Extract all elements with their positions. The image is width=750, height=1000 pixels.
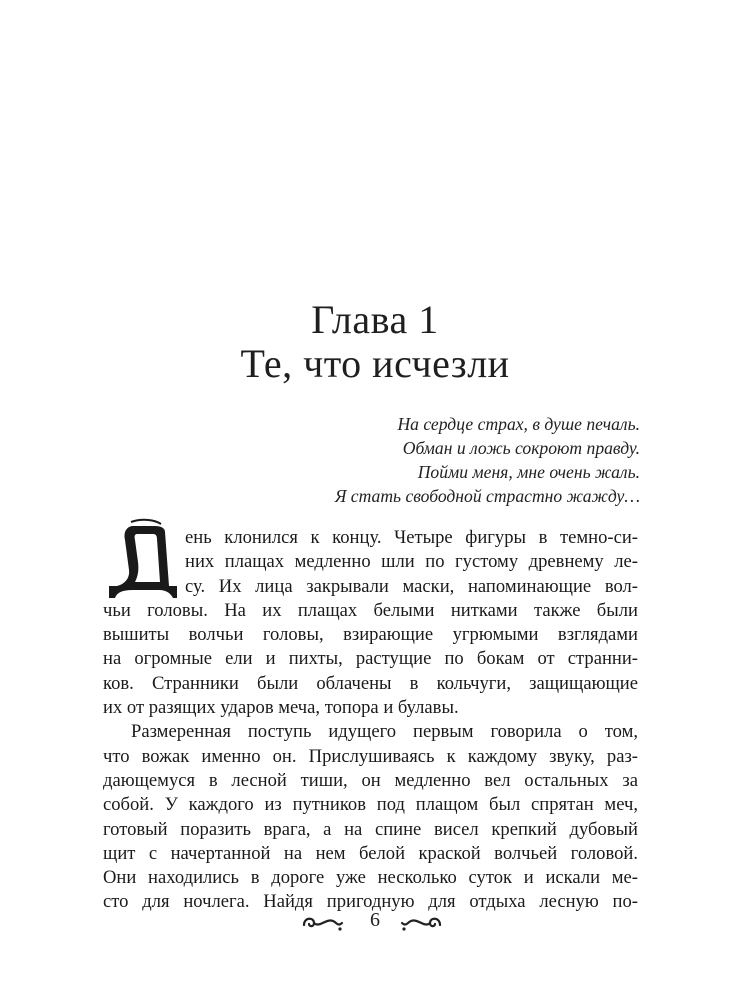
chapter-title: Те, что исчезли bbox=[240, 341, 510, 386]
epigraph-line: Я стать свободной страстно жажду… bbox=[334, 486, 640, 506]
left-ornament-icon bbox=[300, 911, 344, 933]
chapter-number: Глава 1 bbox=[311, 297, 439, 342]
text-line: готовый поразить врага, а на спине висел крепкий дубовый bbox=[103, 818, 638, 840]
text-line: вышиты волчьи головы, взирающие угрюмыми взглядами bbox=[103, 624, 638, 646]
page-footer bbox=[0, 905, 750, 939]
epigraph-line: Обман и ложь сокроют правду. bbox=[402, 438, 640, 458]
text-line: них плащах медленно шли по густому древнему ле- bbox=[185, 551, 638, 573]
text-line: на огромные ели и пихты, растущие по бокам от странни- bbox=[103, 648, 638, 670]
epigraph bbox=[335, 412, 640, 508]
text-line: их от разящих ударов меча, топора и булавы. bbox=[103, 697, 459, 719]
text-line: щит с начертанной на нем белой краской волчьей головой. bbox=[103, 842, 638, 864]
text-line: ень клонился к концу. Четыре фигуры в темно-си- bbox=[185, 527, 638, 548]
text-line: Они находились в дороге уже несколько суток и искали ме- bbox=[103, 867, 638, 889]
text-line: что вожак именно он. Прислушиваясь к каждому звуку, раз- bbox=[103, 745, 638, 767]
text-line: собой. У каждого из путников под плащом был спрятан меч, bbox=[103, 794, 638, 816]
epigraph-line: Пойми меня, мне очень жаль. bbox=[417, 462, 640, 482]
epigraph-line: На сердце страх, в душе печаль. bbox=[397, 414, 640, 434]
right-ornament-icon bbox=[400, 911, 444, 933]
text-line: ков. Странники были облачены в кольчуги, защищающие bbox=[103, 672, 638, 694]
body-text bbox=[103, 526, 638, 915]
text-line: чьи головы. На их плащах белыми нитками также были bbox=[103, 599, 638, 621]
chapter-heading bbox=[0, 298, 750, 386]
text-line: дающемуся в лесной тиши, он медленно вел остальных за bbox=[103, 769, 638, 791]
page-number: 6 bbox=[370, 909, 380, 931]
text-line: Размеренная поступь идущего первым говорила о том, bbox=[131, 721, 638, 743]
text-line: су. Их лица закрывали маски, напоминающие вол- bbox=[185, 575, 638, 597]
text-line: сто для ночлега. Найдя пригодную для отдыха лесную по- bbox=[103, 891, 638, 913]
